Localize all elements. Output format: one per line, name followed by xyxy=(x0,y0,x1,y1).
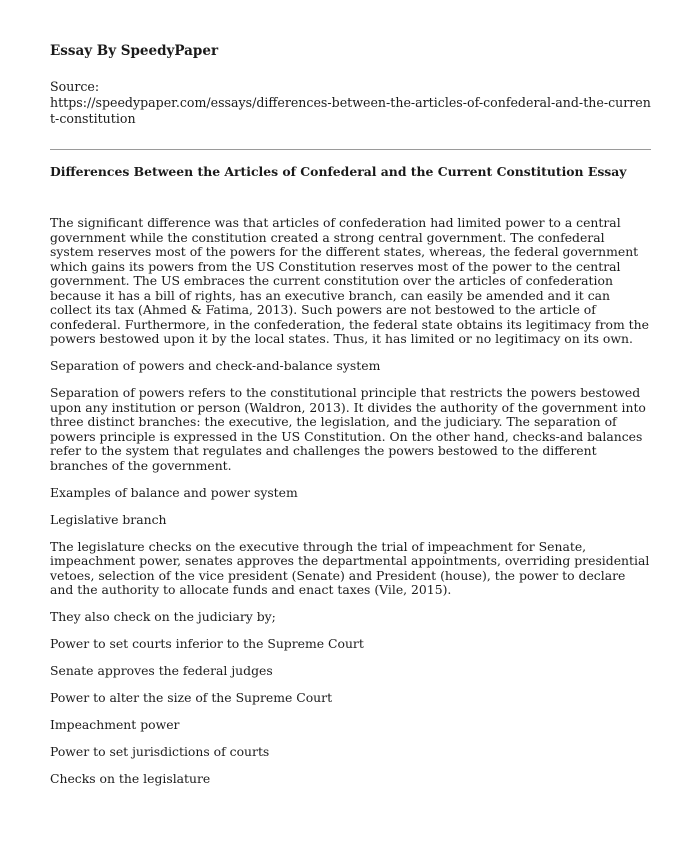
paragraph: They also check on the judiciary by; xyxy=(50,609,276,624)
essay-body xyxy=(50,216,651,787)
paragraph: The significant difference was that articles of confederation had limited power to a central government while the constitution created a strong central government. The confederal system reserves most of the powers for the different states, whereas, the federal government which gains its powers from the US Constitution reserves most of the power to the central government. The US embraces the current constitution over the articles of confederation because it has a bill of rights, has an executive branch, can easily be amended and it can collect its tax (Ahmed & Fatima, 2013). Such powers are not bestowed to the article of confederal. Furthermore, in the confederation, the federal state obtains its legitimacy from the powers bestowed upon it by the local states. Thus, it has limited or no legitimacy on its own. xyxy=(50,215,649,346)
source-block xyxy=(50,79,651,127)
paragraph: Power to alter the size of the Supreme Court xyxy=(50,690,333,705)
paragraph: Examples of balance and power system xyxy=(50,484,298,500)
paragraph: The legislature checks on the executive through the trial of impeachment for Senate, impeachment power, senates approves the departmental appointments, overriding presidential vetoes, selection of the vice president (Senate) and President (house), the power to declare and the authority to allocate funds and enact taxes (Vile, 2015). xyxy=(50,538,650,597)
source-label: Source: xyxy=(50,79,100,94)
paragraph: Separation of powers and check-and-balance system xyxy=(50,358,381,373)
paragraph: Power to set courts inferior to the Supreme Court xyxy=(50,636,364,651)
brand-heading: Essay By SpeedyPaper xyxy=(50,43,219,59)
paragraph: Impeachment power xyxy=(50,717,180,732)
paragraph: Legislative branch xyxy=(50,511,167,527)
divider xyxy=(50,149,651,150)
paragraph: Power to set jurisdictions of courts xyxy=(50,744,270,759)
source-url: https://speedypaper.com/essays/differences-between-the-articles-of-confederal-and-the-current-constitution xyxy=(50,95,651,126)
paragraph: Separation of powers refers to the constitutional principle that restricts the powers bestowed upon any institution or person (Waldron, 2013). It divides the authority of the government into three distinct branches: the executive, the legislation, and the judiciary. The separation of powers principle is expressed in the US Constitution. On the other hand, checks-and balances refer to the system that regulates and challenges the powers bestowed to the different branches of the government. xyxy=(50,385,646,473)
paragraph: Senate approves the federal judges xyxy=(50,663,273,678)
paragraph: Checks on the legislature xyxy=(50,771,211,786)
essay-title: Differences Between the Articles of Confederal and the Current Constitution Essay xyxy=(50,164,627,179)
